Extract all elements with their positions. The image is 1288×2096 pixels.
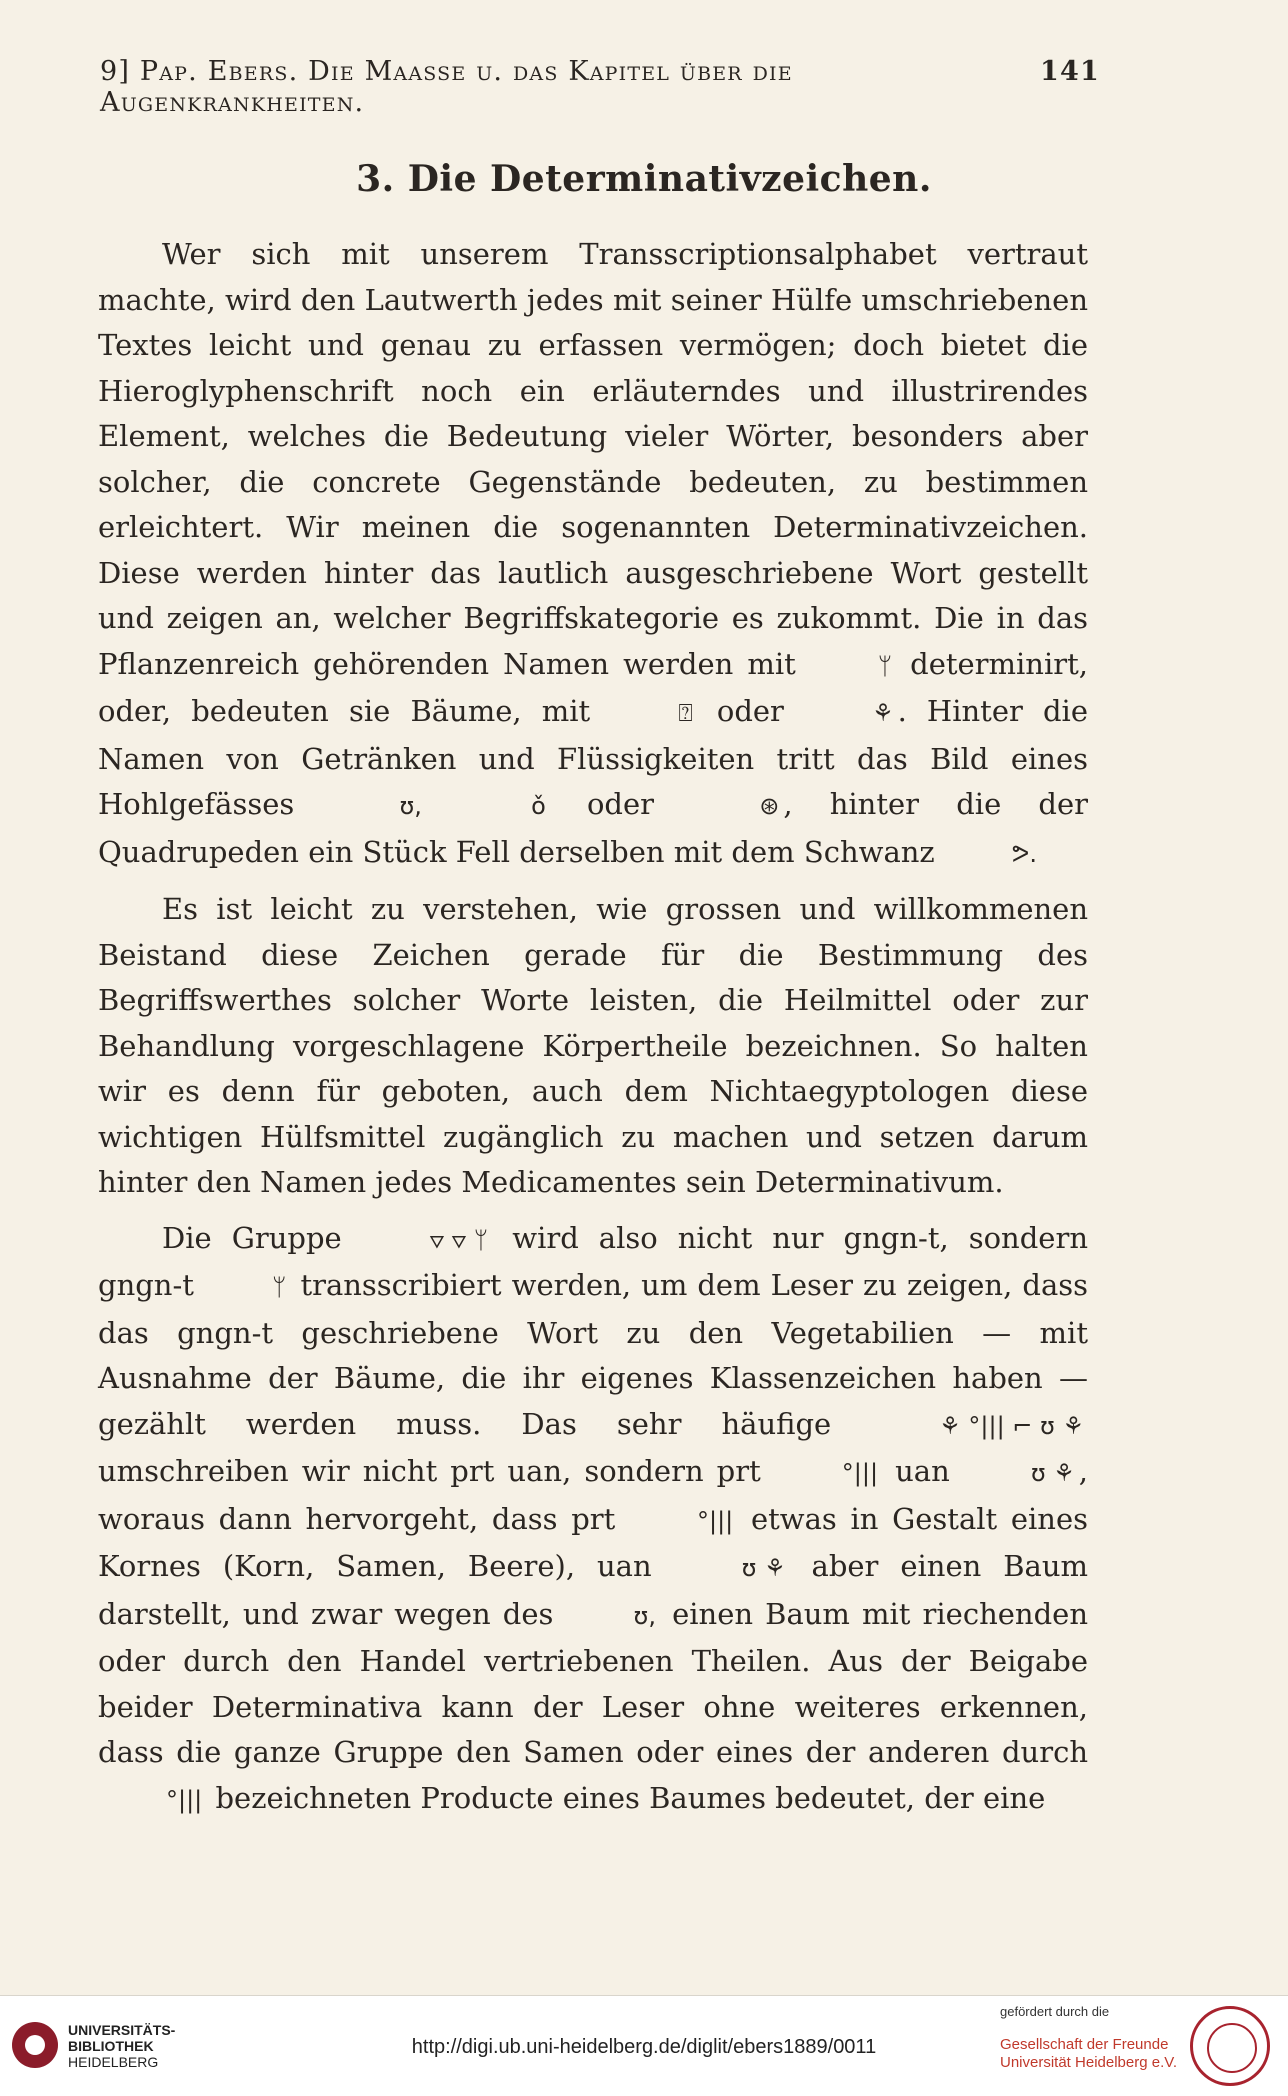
seed-glyph-icon: °|||: [166, 1785, 203, 1814]
funded-by-note: gefördert durch die: [1000, 2004, 1110, 2019]
tree-branch-glyph-icon: ⚘: [872, 699, 894, 727]
permalink-url[interactable]: http://digi.ub.uni-heidelberg.de/diglit/ebers1889/0011: [411, 2036, 877, 2058]
hide-glyph-icon: ᕗ.: [1011, 839, 1037, 868]
funder-name: Gesellschaft der Freunde Universität Heidelberg e.V.: [1000, 2036, 1178, 2071]
vessel-glyph-icon: ʊ,: [399, 792, 422, 820]
digitization-footer: [0, 1995, 1288, 2096]
frequent-group-glyph-icon: ⚘ °||| ⌐ ʊ ⚘: [939, 1411, 1085, 1440]
seed-glyph-icon: °|||: [841, 1459, 879, 1487]
library-name: UNIVERSITÄTS- BIBLIOTHEK HEIDELBERG: [68, 2022, 176, 2070]
running-head-text: 9] Pap. Ebers. Die Maasse u. das Kapitel über die Augenkrankheiten.: [100, 56, 793, 118]
group-glyph-icon: ⛛ ⛛ ᛘ: [429, 1225, 489, 1254]
tree-glyph-icon: ⍰: [678, 699, 693, 727]
seed-glyph-icon: °|||: [697, 1506, 734, 1535]
paragraph-1: Wer sich mit unserem Transscriptionsalphabet vertraut machte, wird den Lautwerth jedes mit seiner Hülfe umschriebenen Textes leicht und genau zu erfassen vermögen; doch bietet die Hieroglyphenschrift noch ein erläuterndes und illustrirendes Element, welches die Bedeutung vieler Wörter, besonders aber solcher, die concrete Gegenstände bedeuten, zu bestimmen erleichtert. Wir meinen die sogenannten Determinativzeichen. Diese werden hinter das lautlich ausgeschriebene Wort gestellt und zeigen an, welcher Begriffskategorie es zukommt. Die in das Pflanzenreich gehörenden Namen werden mit ᛘ determinirt, oder, bedeuten sie Bäume, mit ⍰ oder ⚘ . Hinter die Namen von Getränken und Flüssigkeiten tritt das Bild eines Hohlgefässes ʊ, ǒ oder ⊛ , hinter die der Quadrupeden ein Stück Fell derselben mit dem Schwanz ᕗ.: [98, 232, 1088, 877]
plant-glyph-icon: ᛘ: [877, 651, 893, 680]
university-seal-icon: [1190, 2006, 1270, 2086]
wood-glyph-icon: ʊ ⚘: [1030, 1459, 1075, 1487]
vessel-jar-glyph-icon: ǒ: [531, 792, 546, 820]
page-number: 141: [1040, 56, 1100, 87]
plant-glyph-icon: ᛘ: [271, 1273, 287, 1301]
body-text: [98, 232, 1088, 1823]
wood-glyph-icon: ʊ ⚘: [741, 1554, 786, 1582]
paragraph-3: Die Gruppe ⛛ ⛛ ᛘ wird also nicht nur gngn-t, sondern gngn-t ᛘ transscribiert werden, um dem Leser zu zeigen, dass das gngn-t geschriebene Wort zu den Vegetabilien — mit Ausnahme der Bäume, die ihr eigenes Klassenzeichen haben — gezählt werden muss. Das sehr häufige ⚘ °||| ⌐ ʊ ⚘ umschreiben wir nicht prt uan, sondern prt °||| uan ʊ ⚘ , woraus dann hervorgeht, dass prt °||| etwas in Gestalt eines Kornes (Korn, Samen, Beere), uan ʊ ⚘ aber einen Baum darstellt, und zwar wegen des ʊ, einen Baum mit riechenden oder durch den Handel vertriebenen Theilen. Aus der Beigabe beider Determinativa kann der Leser ohne weiteres erkennen, dass die ganze Gruppe den Samen oder eines der anderen durch °||| bezeichneten Producte eines Baumes bedeutet, der eine: [98, 1216, 1088, 1824]
vessel-round-glyph-icon: ⊛: [759, 792, 780, 820]
vessel-glyph-icon: ʊ,: [633, 1601, 656, 1630]
paragraph-2: Es ist leicht zu verstehen, wie grossen und willkommenen Beistand diese Zeichen gerade für die Bestimmung des Begriffswerthes solcher Worte leisten, die Heilmittel oder zur Behandlung vorgeschlagene Körpertheile bezeichnen. So halten wir es denn für geboten, auch dem Nichtaegyptologen diese wichtigen Hülfsmittel zugänglich zu machen und setzen darum hinter den Namen jedes Medicamentes sein Determinativum.: [98, 892, 1088, 1199]
running-head: [100, 56, 1100, 118]
section-title: 3. Die Determinativzeichen.: [356, 158, 932, 200]
